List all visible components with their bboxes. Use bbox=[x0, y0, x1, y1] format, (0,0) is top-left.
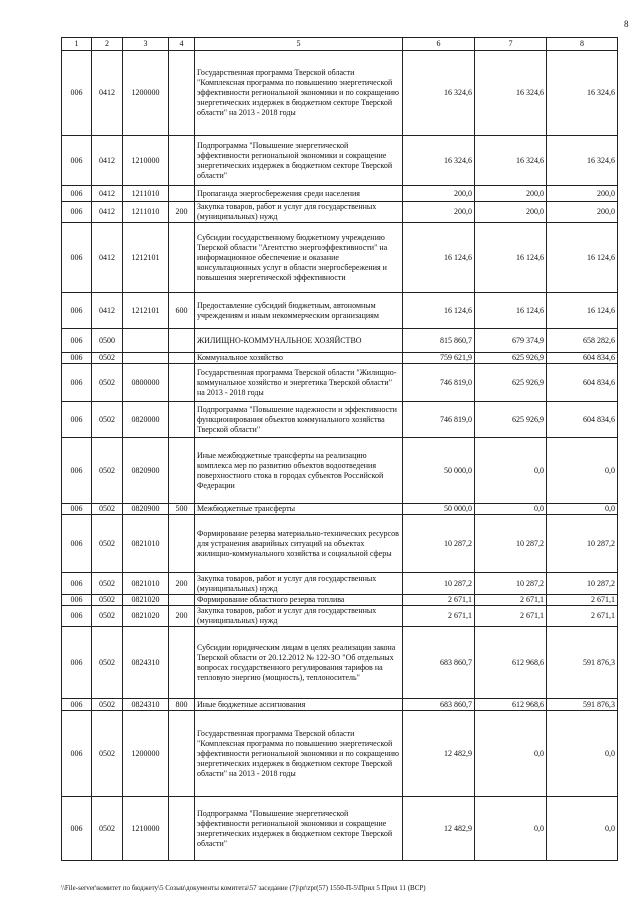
table-row bbox=[62, 504, 618, 515]
amount-cell: 746 819,0 bbox=[403, 402, 475, 438]
table-header-row bbox=[62, 38, 618, 51]
expense-type-cell bbox=[169, 353, 195, 364]
admin-code-cell: 006 bbox=[62, 329, 92, 353]
section-code-cell: 0502 bbox=[92, 364, 123, 402]
expense-type-cell: 200 bbox=[169, 573, 195, 595]
amount-cell: 200,0 bbox=[475, 202, 547, 223]
expense-type-cell bbox=[169, 364, 195, 402]
amount-cell: 0,0 bbox=[547, 504, 618, 515]
amount-cell: 2 671,1 bbox=[475, 606, 547, 627]
section-code-cell: 0500 bbox=[92, 329, 123, 353]
amount-cell: 2 671,1 bbox=[403, 595, 475, 606]
table-row bbox=[62, 711, 618, 797]
table-row bbox=[62, 595, 618, 606]
table-row bbox=[62, 438, 618, 504]
admin-code-cell: 006 bbox=[62, 595, 92, 606]
table-row bbox=[62, 606, 618, 627]
table-body bbox=[62, 51, 618, 861]
amount-cell: 604 834,6 bbox=[547, 353, 618, 364]
section-code-cell: 0412 bbox=[92, 202, 123, 223]
admin-code-cell: 006 bbox=[62, 573, 92, 595]
section-code-cell: 0502 bbox=[92, 595, 123, 606]
amount-cell: 16 124,6 bbox=[403, 223, 475, 293]
column-header: 6 bbox=[403, 38, 475, 51]
section-code-cell: 0412 bbox=[92, 223, 123, 293]
target-article-cell: 0820900 bbox=[123, 438, 169, 504]
amount-cell: 10 287,2 bbox=[475, 573, 547, 595]
amount-cell: 16 124,6 bbox=[475, 293, 547, 329]
amount-cell: 0,0 bbox=[475, 797, 547, 861]
target-article-cell bbox=[123, 329, 169, 353]
item-name-cell: Иные бюджетные ассигнования bbox=[195, 699, 403, 711]
amount-cell: 12 482,9 bbox=[403, 797, 475, 861]
amount-cell: 16 124,6 bbox=[547, 293, 618, 329]
section-code-cell: 0502 bbox=[92, 402, 123, 438]
amount-cell: 683 860,7 bbox=[403, 699, 475, 711]
section-code-cell: 0502 bbox=[92, 606, 123, 627]
amount-cell: 0,0 bbox=[547, 438, 618, 504]
item-name-cell: Подпрограмма "Повышение энергетической эффективности региональной экономики и сокращение энергетических издержек в бюджетном секторе Тверской области" bbox=[195, 136, 403, 186]
admin-code-cell: 006 bbox=[62, 293, 92, 329]
amount-cell: 0,0 bbox=[547, 711, 618, 797]
target-article-cell bbox=[123, 353, 169, 364]
column-header: 4 bbox=[169, 38, 195, 51]
table-row bbox=[62, 573, 618, 595]
table-row bbox=[62, 515, 618, 573]
target-article-cell: 1212101 bbox=[123, 293, 169, 329]
admin-code-cell: 006 bbox=[62, 504, 92, 515]
item-name-cell: Закупка товаров, работ и услуг для государственных (муниципальных) нужд bbox=[195, 202, 403, 223]
target-article-cell: 0821010 bbox=[123, 573, 169, 595]
expense-type-cell: 600 bbox=[169, 293, 195, 329]
amount-cell: 604 834,6 bbox=[547, 402, 618, 438]
table-row bbox=[62, 364, 618, 402]
expense-type-cell bbox=[169, 402, 195, 438]
item-name-cell: Подпрограмма "Повышение энергетической эффективности региональной экономики и сокращение энергетических издержек в бюджетном секторе Тверской области" bbox=[195, 797, 403, 861]
item-name-cell: Межбюджетные трансферты bbox=[195, 504, 403, 515]
amount-cell: 604 834,6 bbox=[547, 364, 618, 402]
table-row bbox=[62, 699, 618, 711]
amount-cell: 16 124,6 bbox=[475, 223, 547, 293]
amount-cell: 2 671,1 bbox=[547, 595, 618, 606]
section-code-cell: 0412 bbox=[92, 51, 123, 136]
admin-code-cell: 006 bbox=[62, 515, 92, 573]
admin-code-cell: 006 bbox=[62, 51, 92, 136]
amount-cell: 200,0 bbox=[475, 186, 547, 202]
admin-code-cell: 006 bbox=[62, 797, 92, 861]
section-code-cell: 0502 bbox=[92, 627, 123, 699]
target-article-cell: 1210000 bbox=[123, 136, 169, 186]
amount-cell: 2 671,1 bbox=[475, 595, 547, 606]
amount-cell: 2 671,1 bbox=[547, 606, 618, 627]
amount-cell: 16 324,6 bbox=[475, 51, 547, 136]
admin-code-cell: 006 bbox=[62, 438, 92, 504]
section-code-cell: 0502 bbox=[92, 515, 123, 573]
expense-type-cell: 200 bbox=[169, 202, 195, 223]
target-article-cell: 1200000 bbox=[123, 711, 169, 797]
target-article-cell: 0820900 bbox=[123, 504, 169, 515]
target-article-cell: 0821010 bbox=[123, 515, 169, 573]
amount-cell: 815 860,7 bbox=[403, 329, 475, 353]
table-row bbox=[62, 202, 618, 223]
column-header: 7 bbox=[475, 38, 547, 51]
amount-cell: 679 374,9 bbox=[475, 329, 547, 353]
admin-code-cell: 006 bbox=[62, 711, 92, 797]
amount-cell: 10 287,2 bbox=[475, 515, 547, 573]
column-header: 3 bbox=[123, 38, 169, 51]
amount-cell: 16 324,6 bbox=[547, 51, 618, 136]
amount-cell: 0,0 bbox=[475, 438, 547, 504]
amount-cell: 10 287,2 bbox=[547, 515, 618, 573]
amount-cell: 759 621,9 bbox=[403, 353, 475, 364]
item-name-cell: Закупка товаров, работ и услуг для государственных (муниципальных) нужд bbox=[195, 573, 403, 595]
expense-type-cell: 200 bbox=[169, 606, 195, 627]
table-row bbox=[62, 293, 618, 329]
amount-cell: 591 876,3 bbox=[547, 699, 618, 711]
admin-code-cell: 006 bbox=[62, 223, 92, 293]
item-name-cell: Формирование резерва материально-технических ресурсов для устранения аварийных ситуаций на объектах жилищно-коммунального хозяйства и социальной сферы bbox=[195, 515, 403, 573]
target-article-cell: 1200000 bbox=[123, 51, 169, 136]
amount-cell: 612 968,6 bbox=[475, 699, 547, 711]
amount-cell: 16 324,6 bbox=[475, 136, 547, 186]
item-name-cell: Подпрограмма "Повышение надежности и эффективности функционирования объектов коммунального хозяйства Тверской области" bbox=[195, 402, 403, 438]
target-article-cell: 0821020 bbox=[123, 606, 169, 627]
expense-type-cell bbox=[169, 329, 195, 353]
amount-cell: 0,0 bbox=[547, 797, 618, 861]
column-header: 1 bbox=[62, 38, 92, 51]
amount-cell: 625 926,9 bbox=[475, 402, 547, 438]
item-name-cell: ЖИЛИЩНО-КОММУНАЛЬНОЕ ХОЗЯЙСТВО bbox=[195, 329, 403, 353]
item-name-cell: Иные межбюджетные трансферты на реализацию комплекса мер по развитию объектов водоотведения поверхностного стока в городах субъектов Российской Федерации bbox=[195, 438, 403, 504]
target-article-cell: 1211010 bbox=[123, 202, 169, 223]
table-row bbox=[62, 186, 618, 202]
amount-cell: 50 000,0 bbox=[403, 438, 475, 504]
table-row bbox=[62, 329, 618, 353]
amount-cell: 16 124,6 bbox=[547, 223, 618, 293]
expense-type-cell: 500 bbox=[169, 504, 195, 515]
item-name-cell: Субсидии юридическим лицам в целях реализации закона Тверской области от 20.12.2012 № 122-ЗО "Об отдельных вопросах государственного регулирования тарифов на тепловую энергию (мощность), теплоноситель" bbox=[195, 627, 403, 699]
target-article-cell: 0820000 bbox=[123, 402, 169, 438]
table-row bbox=[62, 627, 618, 699]
expense-type-cell bbox=[169, 186, 195, 202]
item-name-cell: Предоставление субсидий бюджетным, автономным учреждениям и иным некоммерческим организациям bbox=[195, 293, 403, 329]
expense-type-cell bbox=[169, 223, 195, 293]
item-name-cell: Государственная программа Тверской области "Жилищно-коммунальное хозяйство и энергетика Тверской области" на 2013 - 2018 годы bbox=[195, 364, 403, 402]
amount-cell: 200,0 bbox=[403, 186, 475, 202]
amount-cell: 200,0 bbox=[547, 186, 618, 202]
table-row bbox=[62, 136, 618, 186]
expense-type-cell bbox=[169, 438, 195, 504]
amount-cell: 50 000,0 bbox=[403, 504, 475, 515]
expense-type-cell bbox=[169, 711, 195, 797]
expense-type-cell: 800 bbox=[169, 699, 195, 711]
amount-cell: 0,0 bbox=[475, 711, 547, 797]
section-code-cell: 0502 bbox=[92, 573, 123, 595]
expense-type-cell bbox=[169, 515, 195, 573]
item-name-cell: Субсидии государственному бюджетному учреждению Тверской области "Агентство энергоэффективности" на информационное обеспечение и оказание консультационных услуг в области энергосбережения и повышения энергетической эффективности bbox=[195, 223, 403, 293]
admin-code-cell: 006 bbox=[62, 202, 92, 223]
section-code-cell: 0412 bbox=[92, 136, 123, 186]
amount-cell: 746 819,0 bbox=[403, 364, 475, 402]
page-number: 8 bbox=[624, 19, 629, 29]
amount-cell: 0,0 bbox=[475, 504, 547, 515]
amount-cell: 10 287,2 bbox=[403, 573, 475, 595]
expense-type-cell bbox=[169, 797, 195, 861]
admin-code-cell: 006 bbox=[62, 627, 92, 699]
amount-cell: 16 124,6 bbox=[403, 293, 475, 329]
item-name-cell: Государственная программа Тверской области "Комплексная программа по повышению энергетической эффективности региональной экономики и по сокращению энергетических издержек в бюджетном секторе Тверской области" на 2013 - 2018 годы bbox=[195, 711, 403, 797]
target-article-cell: 0824310 bbox=[123, 627, 169, 699]
amount-cell: 12 482,9 bbox=[403, 711, 475, 797]
item-name-cell: Коммунальное хозяйство bbox=[195, 353, 403, 364]
item-name-cell: Формирование областного резерва топлива bbox=[195, 595, 403, 606]
admin-code-cell: 006 bbox=[62, 699, 92, 711]
item-name-cell: Закупка товаров, работ и услуг для государственных (муниципальных) нужд bbox=[195, 606, 403, 627]
section-code-cell: 0412 bbox=[92, 293, 123, 329]
amount-cell: 16 324,6 bbox=[547, 136, 618, 186]
amount-cell: 10 287,2 bbox=[403, 515, 475, 573]
amount-cell: 16 324,6 bbox=[403, 136, 475, 186]
section-code-cell: 0502 bbox=[92, 438, 123, 504]
table-row bbox=[62, 223, 618, 293]
section-code-cell: 0502 bbox=[92, 797, 123, 861]
admin-code-cell: 006 bbox=[62, 136, 92, 186]
target-article-cell: 0800000 bbox=[123, 364, 169, 402]
amount-cell: 612 968,6 bbox=[475, 627, 547, 699]
amount-cell: 2 671,1 bbox=[403, 606, 475, 627]
amount-cell: 200,0 bbox=[403, 202, 475, 223]
amount-cell: 625 926,9 bbox=[475, 353, 547, 364]
section-code-cell: 0412 bbox=[92, 186, 123, 202]
amount-cell: 591 876,3 bbox=[547, 627, 618, 699]
amount-cell: 683 860,7 bbox=[403, 627, 475, 699]
admin-code-cell: 006 bbox=[62, 186, 92, 202]
section-code-cell: 0502 bbox=[92, 504, 123, 515]
footer-file-path: \\File-server\комитет по бюджету\5 Созыв\документы комитета\57 заседание (7)\pr\zpr(57) 1550-П-5\Прил 5 Прил 11 (ВСР) bbox=[61, 884, 426, 892]
table-row bbox=[62, 353, 618, 364]
section-code-cell: 0502 bbox=[92, 353, 123, 364]
amount-cell: 200,0 bbox=[547, 202, 618, 223]
item-name-cell: Пропаганда энергосбережения среди населения bbox=[195, 186, 403, 202]
budget-table bbox=[61, 37, 618, 861]
column-header: 8 bbox=[547, 38, 618, 51]
expense-type-cell bbox=[169, 51, 195, 136]
target-article-cell: 1210000 bbox=[123, 797, 169, 861]
target-article-cell: 0824310 bbox=[123, 699, 169, 711]
target-article-cell: 0821020 bbox=[123, 595, 169, 606]
admin-code-cell: 006 bbox=[62, 402, 92, 438]
section-code-cell: 0502 bbox=[92, 711, 123, 797]
table-row bbox=[62, 402, 618, 438]
expense-type-cell bbox=[169, 595, 195, 606]
table-row bbox=[62, 797, 618, 861]
admin-code-cell: 006 bbox=[62, 364, 92, 402]
amount-cell: 658 282,6 bbox=[547, 329, 618, 353]
amount-cell: 625 926,9 bbox=[475, 364, 547, 402]
admin-code-cell: 006 bbox=[62, 353, 92, 364]
admin-code-cell: 006 bbox=[62, 606, 92, 627]
amount-cell: 16 324,6 bbox=[403, 51, 475, 136]
table-row bbox=[62, 51, 618, 136]
item-name-cell: Государственная программа Тверской области "Комплексная программа по повышению энергетической эффективности региональной экономики и по сокращению энергетических издержек в бюджетном секторе Тверской области" на 2013 - 2018 годы bbox=[195, 51, 403, 136]
column-header: 2 bbox=[92, 38, 123, 51]
expense-type-cell bbox=[169, 627, 195, 699]
target-article-cell: 1212101 bbox=[123, 223, 169, 293]
expense-type-cell bbox=[169, 136, 195, 186]
section-code-cell: 0502 bbox=[92, 699, 123, 711]
column-header: 5 bbox=[195, 38, 403, 51]
amount-cell: 10 287,2 bbox=[547, 573, 618, 595]
target-article-cell: 1211010 bbox=[123, 186, 169, 202]
